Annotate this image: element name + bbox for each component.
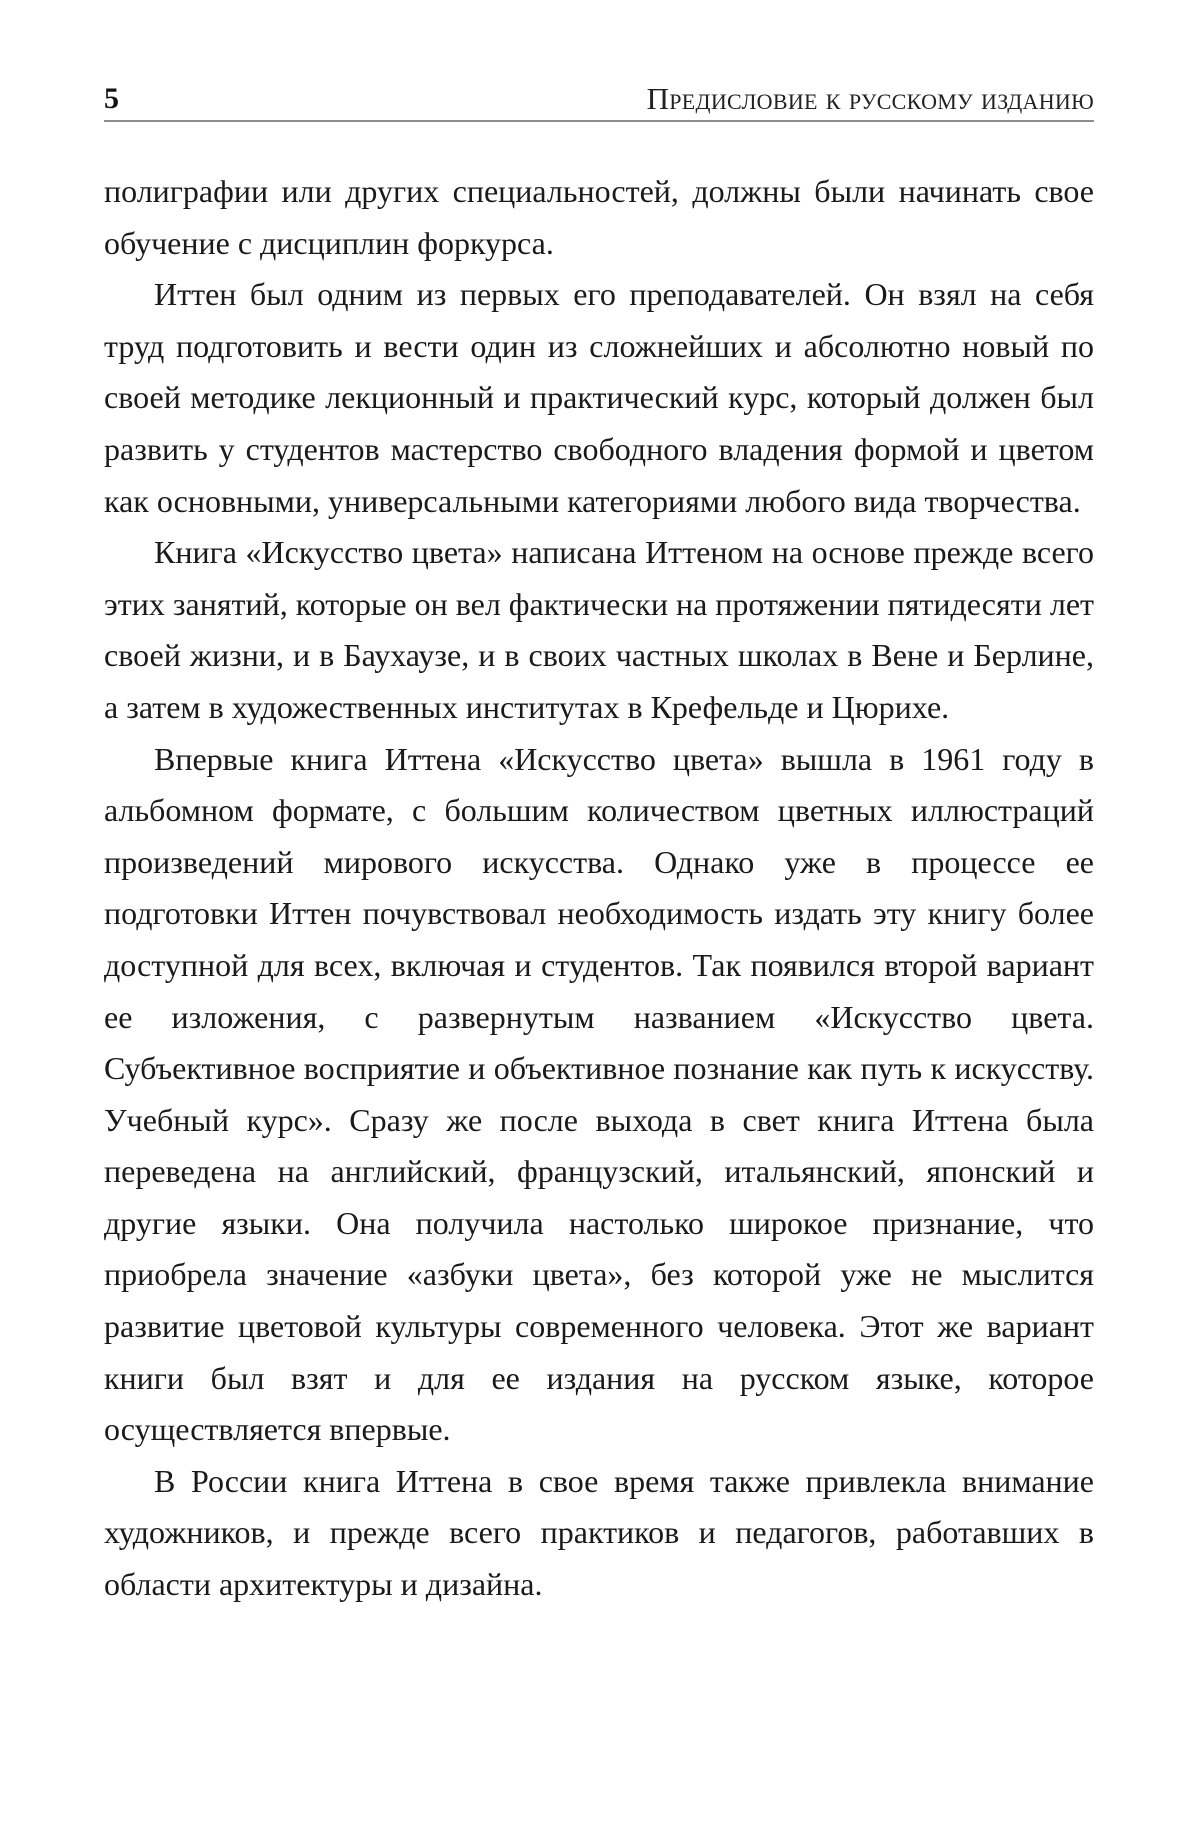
running-title: Предисловие к русскому изданию	[646, 81, 1094, 116]
paragraph-book-origin: Книга «Искусство цвета» написана Иттеном на основе прежде всего этих занятий, которые он вел фактически на протяжении пятидесяти лет своей жизни, и в Баухаузе, и в своих частных школах в Вене и Берлине, а затем в художественных институтах в Крефельде и Цюрихе.	[104, 534, 1094, 725]
book-page	[104, 72, 1094, 1611]
paragraph-itten-teacher: Иттен был одним из первых его преподавателей. Он взял на себя труд подготовить и вести один из сложнейших и абсолютно новый по своей методике лекционный и практический курс, который должен был развить у студентов мастерство свободного владения формой и цветом как основными, универсальными категориями любого вида творчества.	[104, 276, 1094, 519]
body-text	[104, 166, 1094, 1611]
page-number: 5	[104, 82, 119, 115]
paragraph-continuation: полиграфии или других специальностей, должны были начинать свое обучение с дисциплин форкурса.	[104, 173, 1094, 261]
paragraph-russia: В России книга Иттена в свое время также привлекла внимание художников, и прежде всего практиков и педагогов, работавших в области архитектуры и дизайна.	[104, 1462, 1094, 1603]
paragraph-first-edition: Впервые книга Иттена «Искусство цвета» вышла в 1961 году в альбомном формате, с большим количеством цветных иллюстраций произведений мирового искусства. Однако уже в процессе ее подготовки Иттен почувствовал необходимость издать эту книгу более доступной для всех, включая и студентов. Так появился второй вариант ее изложения, с развернутым названием «Искусство цвета. Субъективное восприятие и объективное познание как путь к искусству. Учебный курс». Сразу же после выхода в свет книга Иттена была переведена на английский, французский, итальянский, японский и другие языки. Она получила настолько широкое признание, что приобрела значение «азбуки цвета», без которой уже не мыслится развитие цветовой культуры современного человека. Этот же вариант книги был взят и для ее издания на русском языке, которое осуществляется впервые.	[104, 740, 1094, 1448]
running-header	[104, 72, 1094, 122]
